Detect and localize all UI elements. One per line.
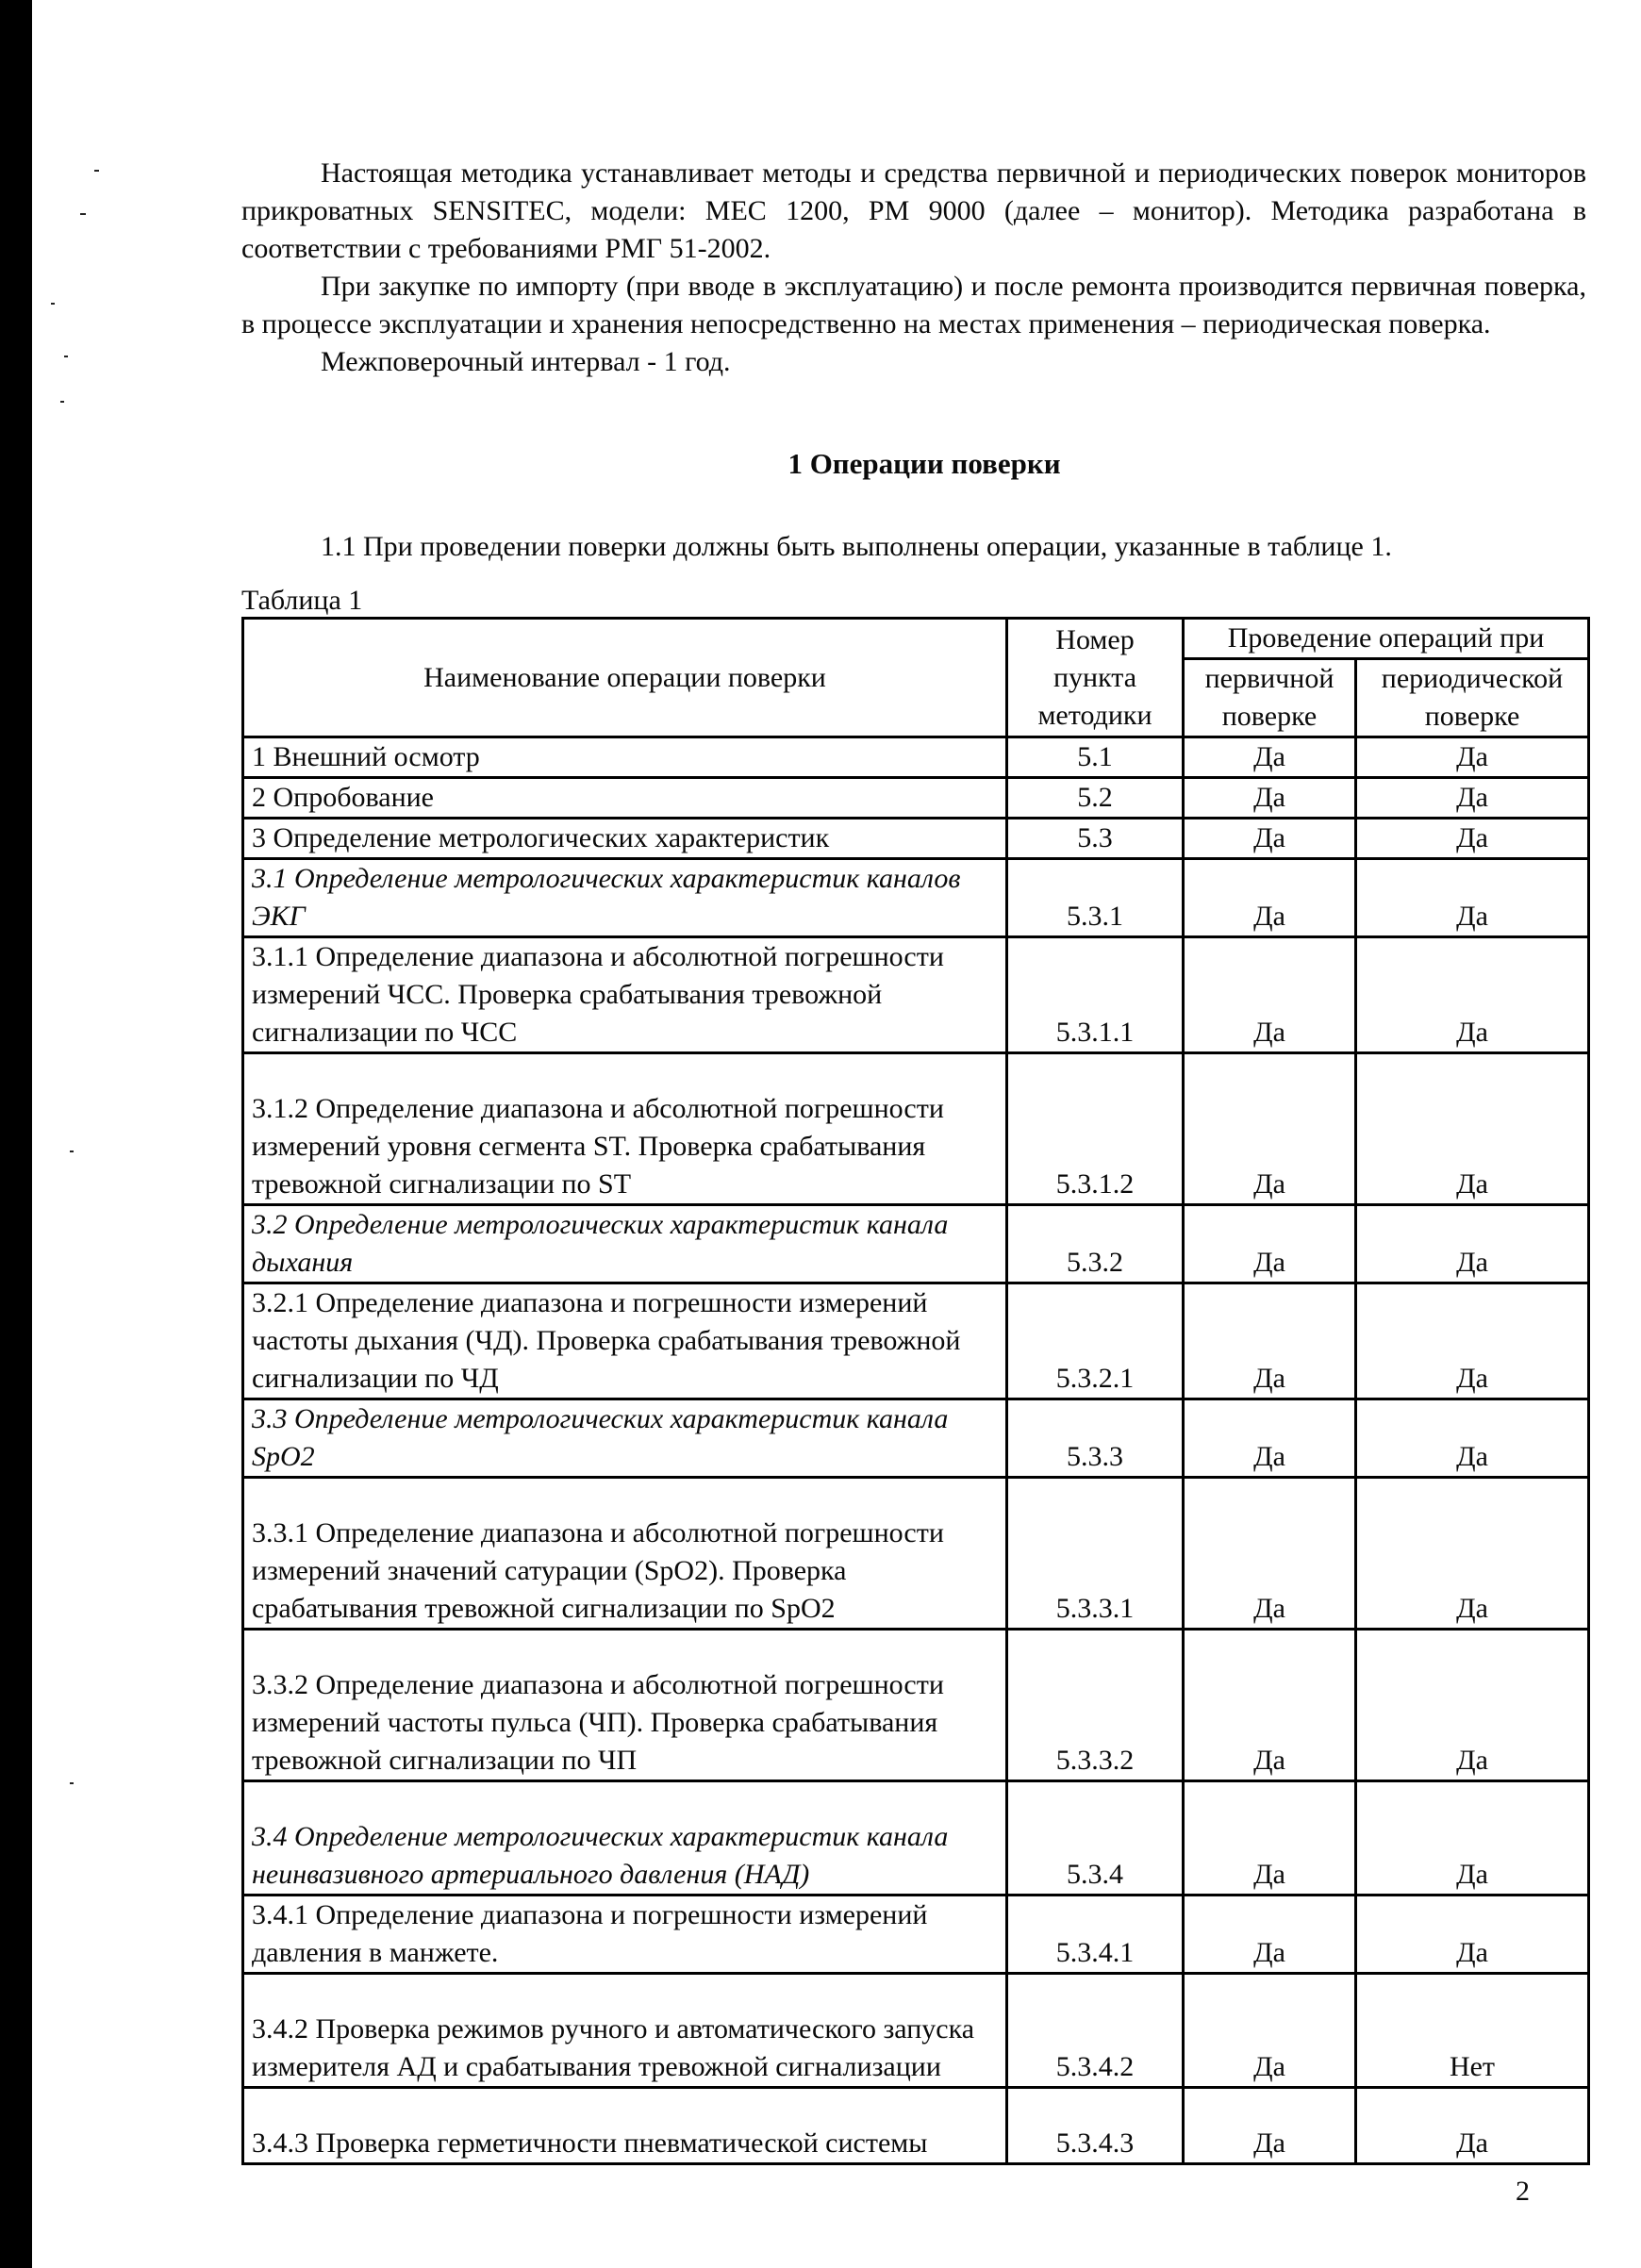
scan-speck xyxy=(70,1151,74,1152)
periodic-verification-cell: Да xyxy=(1356,778,1589,819)
periodic-verification-cell: Да xyxy=(1356,1630,1589,1781)
method-number-cell: 5.3.3.2 xyxy=(1007,1630,1184,1781)
periodic-verification-cell: Да xyxy=(1356,2088,1589,2164)
periodic-verification-cell: Да xyxy=(1356,737,1589,778)
method-number-cell: 5.3.4.3 xyxy=(1007,2088,1184,2164)
primary-verification-cell: Да xyxy=(1184,1478,1356,1630)
operation-name-cell: 3.2 Определение метрологических характеристик канала дыхания xyxy=(243,1205,1007,1283)
scan-speck xyxy=(80,213,86,215)
method-number-cell: 5.3.4.2 xyxy=(1007,1974,1184,2088)
table-row xyxy=(243,1399,1589,1478)
periodic-verification-cell: Да xyxy=(1356,1053,1589,1205)
header-periodic-verification: периодической поверке xyxy=(1356,659,1589,737)
periodic-verification-cell: Да xyxy=(1356,1283,1589,1399)
primary-verification-cell: Да xyxy=(1184,778,1356,819)
primary-verification-cell: Да xyxy=(1184,2088,1356,2164)
method-number-cell: 5.3.4 xyxy=(1007,1781,1184,1896)
operation-name-cell: 3.1.1 Определение диапазона и абсолютной погрешности измерений ЧСС. Проверка срабатывания тревожной сигнализации по ЧСС xyxy=(243,937,1007,1053)
method-number-cell: 5.3.2.1 xyxy=(1007,1283,1184,1399)
primary-verification-cell: Да xyxy=(1184,937,1356,1053)
method-number-cell: 5.3.3.1 xyxy=(1007,1478,1184,1630)
operations-table xyxy=(241,617,1590,2165)
table-row xyxy=(243,1781,1589,1896)
table-row xyxy=(243,1974,1589,2088)
primary-verification-cell: Да xyxy=(1184,1205,1356,1283)
primary-verification-cell: Да xyxy=(1184,1974,1356,2088)
operation-name-cell: 3.4.2 Проверка режимов ручного и автоматического запуска измерителя АД и срабатывания тревожной сигнализации xyxy=(243,1974,1007,2088)
section-lead-text: 1.1 При проведении поверки должны быть выполнены операции, указанные в таблице 1. xyxy=(321,531,1392,562)
scan-speck xyxy=(94,170,99,172)
method-number-cell: 5.3.1 xyxy=(1007,859,1184,937)
table-row xyxy=(243,737,1589,778)
table-caption: Таблица 1 xyxy=(241,585,363,616)
table-row xyxy=(243,1896,1589,1974)
method-number-cell: 5.3.4.1 xyxy=(1007,1896,1184,1974)
method-number-cell: 5.3.3 xyxy=(1007,1399,1184,1478)
table-row xyxy=(243,1053,1589,1205)
operation-name-cell: 3.4 Определение метрологических характеристик канала неинвазивного артериального давления (НАД) xyxy=(243,1781,1007,1896)
table-body xyxy=(243,737,1589,2164)
table-row xyxy=(243,2088,1589,2164)
intro-paragraph-3: Межповерочный интервал - 1 год. xyxy=(321,346,731,377)
operation-name-cell: 3 Определение метрологических характеристик xyxy=(243,819,1007,859)
operation-name-cell: 3.3.1 Определение диапазона и абсолютной погрешности измерений значений сатурации (SpO2). Проверка срабатывания тревожной сигнализации по SpO2 xyxy=(243,1478,1007,1630)
periodic-verification-cell: Нет xyxy=(1356,1974,1589,2088)
intro-paragraph-1: Настоящая методика устанавливает методы и средства первичной и периодических поверок мониторов прикроватных SENSITEC, модели: МЕС 1200, РМ 9000 (далее – монитор). Методика разработана в соответствии с требованиями РМГ 51-2002. xyxy=(241,157,1586,264)
method-number-cell: 5.1 xyxy=(1007,737,1184,778)
primary-verification-cell: Да xyxy=(1184,737,1356,778)
primary-verification-cell: Да xyxy=(1184,1896,1356,1974)
header-performed-at: Проведение операций при xyxy=(1184,619,1589,659)
method-number-cell: 5.2 xyxy=(1007,778,1184,819)
table-row xyxy=(243,859,1589,937)
periodic-verification-cell: Да xyxy=(1356,1399,1589,1478)
scan-speck xyxy=(64,356,68,357)
table-row xyxy=(243,1630,1589,1781)
periodic-verification-cell: Да xyxy=(1356,1205,1589,1283)
primary-verification-cell: Да xyxy=(1184,1399,1356,1478)
primary-verification-cell: Да xyxy=(1184,1053,1356,1205)
primary-verification-cell: Да xyxy=(1184,819,1356,859)
scan-speck xyxy=(51,303,55,305)
operation-name-cell: 3.2.1 Определение диапазона и погрешности измерений частоты дыхания (ЧД). Проверка срабатывания тревожной сигнализации по ЧД xyxy=(243,1283,1007,1399)
table-row xyxy=(243,937,1589,1053)
table-row xyxy=(243,1205,1589,1283)
scan-speck xyxy=(70,1782,74,1784)
intro-paragraph-2: При закупке по импорту (при вводе в эксплуатацию) и после ремонта производится первичная поверка, в процессе эксплуатации и хранения непосредственно на местах применения – периодическая поверка. xyxy=(241,271,1586,339)
header-operation-name: Наименование операции поверки xyxy=(243,619,1007,737)
primary-verification-cell: Да xyxy=(1184,1283,1356,1399)
header-primary-verification: первичной поверке xyxy=(1184,659,1356,737)
table-row xyxy=(243,778,1589,819)
periodic-verification-cell: Да xyxy=(1356,1896,1589,1974)
primary-verification-cell: Да xyxy=(1184,1781,1356,1896)
section-heading: 1 Операции поверки xyxy=(787,447,1061,480)
method-number-cell: 5.3 xyxy=(1007,819,1184,859)
periodic-verification-cell: Да xyxy=(1356,937,1589,1053)
table-row xyxy=(243,819,1589,859)
intro-text xyxy=(241,155,1586,381)
operation-name-cell: 1 Внешний осмотр xyxy=(243,737,1007,778)
method-number-cell: 5.3.1.2 xyxy=(1007,1053,1184,1205)
operation-name-cell: 2 Опробование xyxy=(243,778,1007,819)
primary-verification-cell: Да xyxy=(1184,1630,1356,1781)
operation-name-cell: 3.4.3 Проверка герметичности пневматической системы xyxy=(243,2088,1007,2164)
periodic-verification-cell: Да xyxy=(1356,1781,1589,1896)
scan-speck xyxy=(60,401,64,403)
table-row xyxy=(243,1478,1589,1630)
page-number: 2 xyxy=(1516,2176,1530,2207)
operation-name-cell: 3.1.2 Определение диапазона и абсолютной погрешности измерений уровня сегмента ST. Проверка срабатывания тревожной сигнализации по ST xyxy=(243,1053,1007,1205)
table-row xyxy=(243,1283,1589,1399)
scan-edge-shadow xyxy=(0,0,32,2268)
periodic-verification-cell: Да xyxy=(1356,1478,1589,1630)
periodic-verification-cell: Да xyxy=(1356,859,1589,937)
primary-verification-cell: Да xyxy=(1184,859,1356,937)
periodic-verification-cell: Да xyxy=(1356,819,1589,859)
operation-name-cell: 3.3 Определение метрологических характеристик канала SpO2 xyxy=(243,1399,1007,1478)
method-number-cell: 5.3.1.1 xyxy=(1007,937,1184,1053)
operation-name-cell: 3.4.1 Определение диапазона и погрешности измерений давления в манжете. xyxy=(243,1896,1007,1974)
header-method-number: Номер пункта методики xyxy=(1007,619,1184,737)
operation-name-cell: 3.1 Определение метрологических характеристик каналов ЭКГ xyxy=(243,859,1007,937)
operation-name-cell: 3.3.2 Определение диапазона и абсолютной погрешности измерений частоты пульса (ЧП). Проверка срабатывания тревожной сигнализации по ЧП xyxy=(243,1630,1007,1781)
method-number-cell: 5.3.2 xyxy=(1007,1205,1184,1283)
